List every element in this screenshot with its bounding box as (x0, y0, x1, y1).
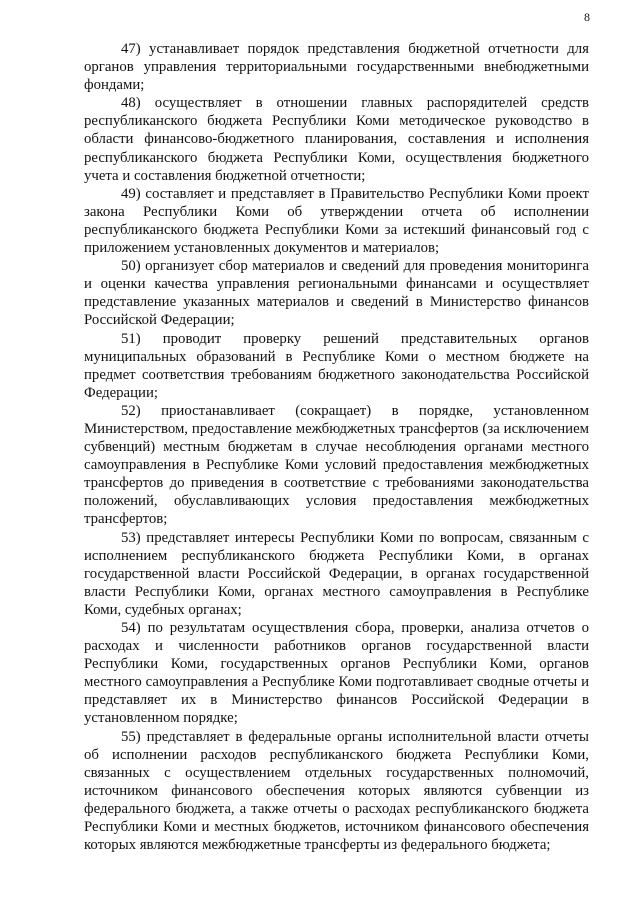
paragraph-51: 51) проводит проверку решений представительных органов муниципальных образований в Республике Коми о местном бюджете на предмет соответствия требованиям бюджетного законодательства Российской Федерации; (84, 330, 589, 401)
paragraph-47: 47) устанавливает порядок представления бюджетной отчетности для органов управления территориальными государственными внебюджетными фондами; (84, 41, 589, 94)
paragraph-53: 53) представляет интересы Республики Коми по вопросам, связанным с исполнением республиканского бюджета Республики Коми, в органах государственной власти Российской Федерации, в органах государственной власти Республики Коми, органах местного самоуправления в Республике Коми, судебных органах; (84, 529, 589, 618)
page-number: 8 (584, 10, 590, 24)
paragraph-49: 49) составляет и представляет в Правительство Республики Коми проект закона Республики Коми об утверждении отчета об исполнении республиканского бюджета Республики Коми за истекший финансовый год с приложением установленных документов и материалов; (84, 185, 589, 257)
paragraph-55: 55) представляет в федеральные органы исполнительной власти отчеты об исполнении расходов республиканского бюджета Республики Коми, связанных с осуществлением отдельных государственных полномочий, источником финансового обеспечения которых являются субвенции из федерального бюджета, а также отчеты о расходах республиканского бюджета Республики Коми и местных бюджетов, источником финансового обеспечения которых являются межбюджетные трансферты из федерального бюджета; (84, 728, 589, 854)
paragraph-52: 52) приостанавливает (сокращает) в порядке, установленном Министерством, предоставление межбюджетных трансфертов (за исключением субвенций) местным бюджетам в случае несоблюдения органами местного самоуправления в Республике Коми условий предоставления межбюджетных трансфертов до приведения в соответствие с требованиями законодательства положений, обуславливающих условия предоставления межбюджетных трансфертов; (84, 402, 589, 528)
paragraph-50: 50) организует сбор материалов и сведений для проведения мониторинга и оценки качества управления региональными финансами и осуществляет представление указанных материалов и сведений в Министерство финансов Российской Федерации; (84, 258, 589, 329)
paragraph-48: 48) осуществляет в отношении главных распорядителей средств республиканского бюджета Республики Коми методическое руководство в области финансово-бюджетного планирования, составления и исполнения республиканского бюджета Республики Коми, осуществления бюджетного учета и составления бюджетной отчетности; (84, 95, 589, 184)
paragraph-54: 54) по результатам осуществления сбора, проверки, анализа отчетов о расходах и численности работников органов государственной власти Республики Коми, государственных органов Республики Коми, органов местного самоуправления а Республике Коми подготавливает сводные отчеты и представляет их в Министерство финансов Российской Федерации в установленном порядке; (84, 620, 589, 727)
document-body (84, 40, 589, 854)
